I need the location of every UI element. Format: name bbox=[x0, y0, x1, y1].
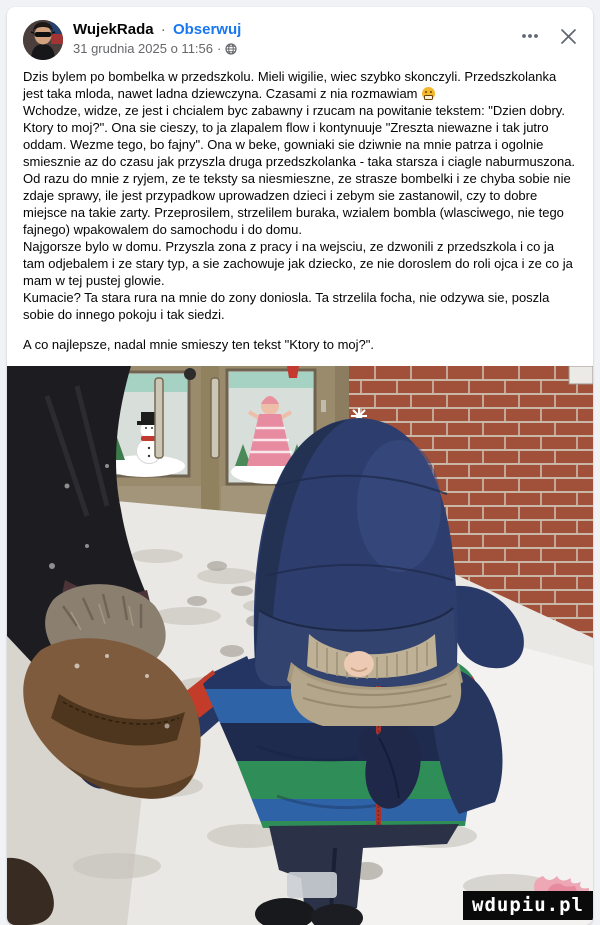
post-photo[interactable] bbox=[7, 366, 593, 925]
paragraph-text: Dzis bylem po bombelka w przedszkolu. Mieli wigilie, wiec szybko skonczyli. Przedszkolanka jest taka mloda, nawet ladna dziewczyna. Czasami z nia rozmawiam bbox=[23, 69, 557, 101]
post-header bbox=[7, 7, 593, 66]
watermark: wdupiu.pl bbox=[463, 891, 593, 920]
name-row bbox=[73, 20, 520, 39]
close-button[interactable] bbox=[560, 28, 577, 45]
header-actions bbox=[520, 20, 577, 46]
grimacing-emoji bbox=[422, 87, 435, 100]
photo-scene bbox=[7, 366, 593, 925]
flower-decoration bbox=[527, 870, 591, 892]
post-paragraph: Najgorsze bylo w domu. Przyszla zona z pracy i na wejsciu, ze dzwonili z przedszkola i co ja tam odjebalem i ze stary typ, a sie zachowuje jak dziecko, ze nie doroslem do roli ojca i ze co ja mam w tej pustej glowie. bbox=[23, 239, 573, 288]
post-menu-button[interactable] bbox=[520, 26, 540, 46]
name-separator: · bbox=[160, 21, 166, 38]
timestamp-row bbox=[73, 41, 520, 57]
post-text bbox=[7, 66, 593, 366]
ellipsis-icon bbox=[520, 26, 540, 46]
timestamp-separator: · bbox=[217, 41, 222, 56]
globe-icon bbox=[225, 43, 237, 55]
child-face bbox=[344, 651, 374, 677]
post-paragraph bbox=[23, 68, 577, 102]
header-text bbox=[73, 20, 520, 57]
post-card bbox=[7, 7, 593, 925]
follow-link[interactable]: Obserwuj bbox=[172, 21, 242, 38]
author-name[interactable]: WujekRada bbox=[73, 21, 154, 38]
post-paragraph: Kumacie? Ta stara rura na mnie do zony doniosla. Ta strzelila focha, nie odzywa sie, poszla sobie do innego pokoju i tak siedzi. bbox=[23, 290, 550, 322]
post-paragraph: A co najlepsze, nadal mnie smieszy ten tekst "Ktory to moj?". bbox=[23, 337, 374, 352]
avatar[interactable] bbox=[23, 20, 63, 60]
profile-photo bbox=[23, 20, 63, 60]
ribbon-decoration bbox=[287, 366, 299, 378]
close-icon bbox=[560, 28, 577, 45]
post-paragraph: Wchodze, widze, ze jest i chcialem byc zabawny i rzucam na powitanie tekstem: "Dzien dobry. Ktory to moj?". Ona sie cieszy, to ja zlapalem flow i kontynuuje "Zreszta niewazne i tak jutro oddam. Wezme tego, bo fajny". Ona w beke, gowniaki sie dziwnie na mnie patrza i ogolnie smiesznie az do czasu jak przyszla druga przedszkolanka - taka starsza i ciagle naburmuszona. Od razu do mnie z ryjem, ze te teksty sa niesmieszne, ze strasze bombelki i ze chyba sobie nie zdaje sprawy, ile jest przypadkow uprowadzen dzieci i zebym sie zastanowil, czy to dobre miejsce na takie zarty. Przeprosilem, strzelilem buraka, wzialem bombla (wlasciwego, nie tego fajnego) wpakowalem do samochodu i do domu. bbox=[23, 103, 576, 237]
timestamp[interactable]: 31 grudnia 2025 o 11:56 bbox=[73, 41, 213, 56]
